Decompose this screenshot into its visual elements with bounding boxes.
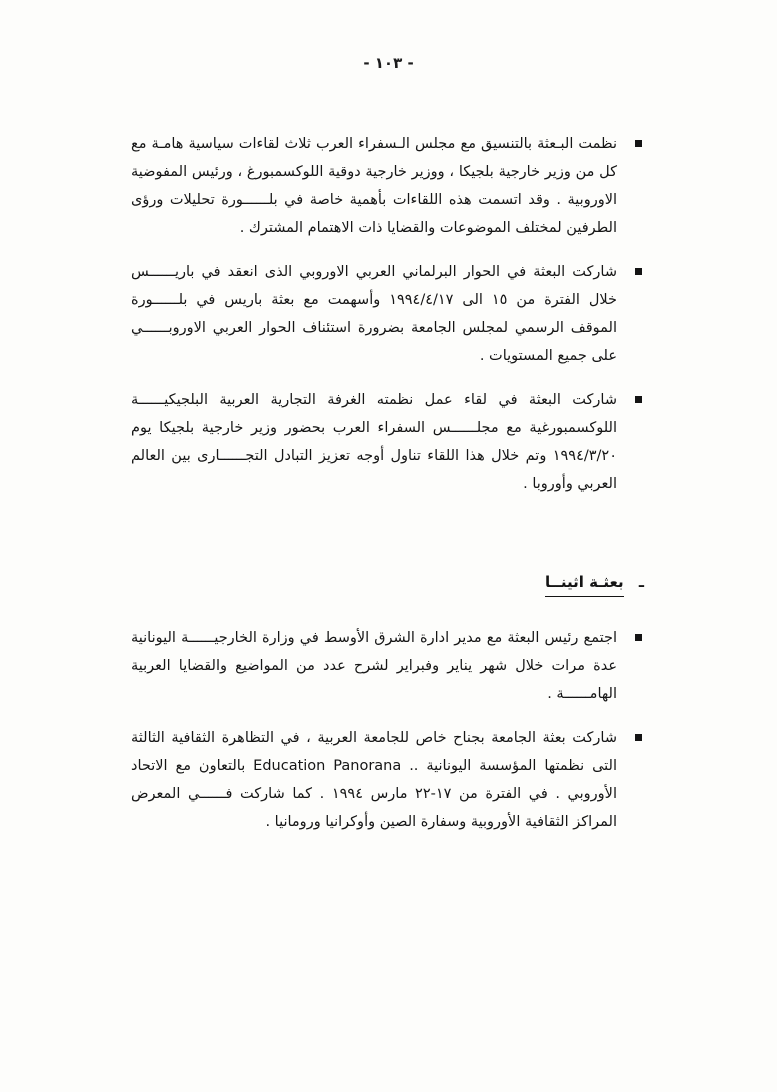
bullet-paragraph-cultural-exhibition bbox=[131, 724, 644, 836]
section-heading-text: بعثـة اثينــا bbox=[545, 573, 624, 597]
paragraph-text: نظمت البـعثة بالتنسيق مع مجلس الـسفراء العرب ثلاث لقاءات سياسية هامـة مع كل من وزير خارجية بلجيكا ، ووزير خارجية دوقية اللوكسمبورغ ، ورئيس المفوضية الاوروبية . وقد اتسمت هذه اللقاءات بأهمية خاصة في بلــــــورة تحليلات ورؤى الطرفين لمختلف الموضوعات والقضايا ذات الاهتمام المشترك . bbox=[131, 136, 617, 236]
bullet-paragraph-chamber-of-commerce bbox=[131, 386, 644, 498]
paragraph-text: شاركت بعثة الجامعة بجناح خاص للجامعة العربية ، في التظاهرة الثقافية الثالثة التى نظمتها المؤسسة اليونانية .. Education Panorana بالتعاون مع الاتحاد الأوروبي . في الفترة من ١٧-٢٢ مارس ١٩٩٤ . كما شاركت فــــــي المعرض المراكز الثقافية الأوروبية وسفارة الصين وأوكرانيا ورومانيا . bbox=[131, 730, 617, 830]
document-body bbox=[0, 130, 777, 836]
section-heading-athens-mission bbox=[131, 568, 644, 596]
heading-dash: ـ bbox=[638, 573, 644, 591]
paragraph-text: شاركت البعثة في لقاء عمل نظمته الغرفة التجارية العربية البلجيكيــــــة اللوكسمبورغية مع مجلــــــس السفراء العرب بحضور وزير خارجية بلجيكا يوم ١٩٩٤/٣/٢٠ وتم خلال هذا اللقاء تناول أوجه تعزيز التبادل التجــــــارى بين العالم العربي وأوروبا . bbox=[131, 392, 617, 492]
square-bullet-icon bbox=[635, 734, 642, 741]
square-bullet-icon bbox=[635, 396, 642, 403]
square-bullet-icon bbox=[635, 140, 642, 147]
paragraph-text: اجتمع رئيس البعثة مع مدير ادارة الشرق الأوسط في وزارة الخارجيــــــة اليونانية عدة مرات خلال شهر يناير وفبراير لشرح عدد من المواضيع والقضايا العربية الهامــــــة . bbox=[131, 630, 617, 702]
bullet-paragraph-meetings bbox=[131, 130, 644, 242]
page-number: - ١٠٣ - bbox=[363, 54, 414, 72]
square-bullet-icon bbox=[635, 634, 642, 641]
bullet-paragraph-foreign-ministry-meetings bbox=[131, 624, 644, 708]
paragraph-text: شاركت البعثة في الحوار البرلماني العربي الاوروبي الذى انعقد في باريــــــس خلال الفترة من ١٥ الى ١٩٩٤/٤/١٧ وأسهمت مع بعثة باريس في بلــــــورة الموقف الرسمي لمجلس الجامعة بضرورة استئناف الحوار العربي الاوروبــــــي على جميع المستويات . bbox=[131, 264, 617, 364]
bullet-paragraph-paris-dialogue bbox=[131, 258, 644, 370]
square-bullet-icon bbox=[635, 268, 642, 275]
